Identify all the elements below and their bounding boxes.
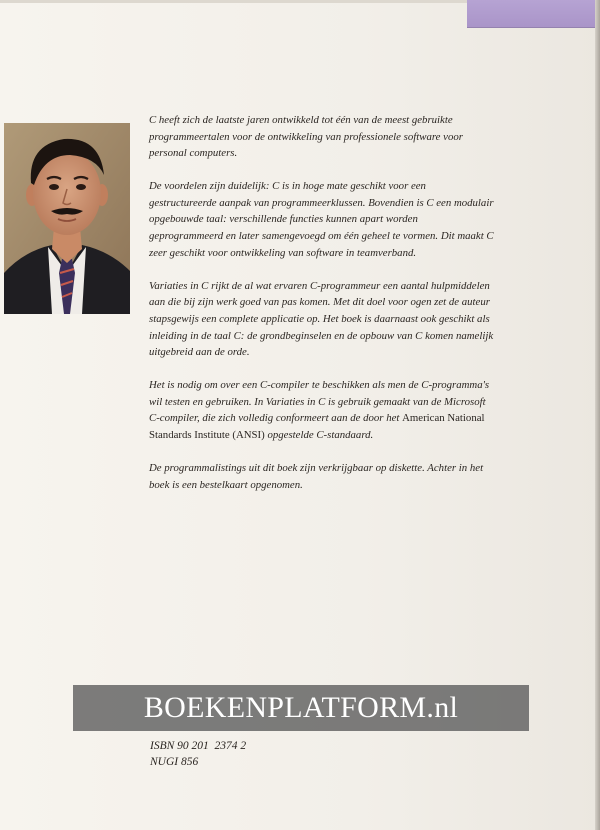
- blurb-paragraph-4: [149, 377, 494, 443]
- blurb-paragraph-3: Variaties in C rijkt de al wat ervaren C-programmeur een aantal hulpmiddelen aan die bij zijn werk goed van pas komen. Met dit doel voor ogen zet de auteur stapsgewijs een complete applicatie op. Het boek is daarnaast ook geschikt als inleiding in de taal C: de grondbeginselen en de opbouw van C komen namelijk uitgebreid aan de orde.: [149, 279, 494, 359]
- watermark-band: [73, 685, 529, 731]
- book-codes: [150, 738, 246, 770]
- watermark-text: BOEKENPLATFORM.nl: [143, 691, 459, 724]
- author-portrait-image: [4, 123, 130, 314]
- back-cover-blurb: [149, 112, 494, 510]
- page-right-edge: [595, 0, 600, 830]
- blurb-paragraph-4-end: opgestelde C-standaard.: [264, 429, 374, 441]
- author-photo: [4, 123, 130, 314]
- lilac-corner-accent: [467, 0, 597, 28]
- blurb-paragraph-4-start: Het is nodig om over een C-compiler te beschikken als men de C-programma's wil testen en gebruiken. In Variaties in C is gebruik gemaakt van de Microsoft C-compiler, die zich volledig conformeert aan de door het: [149, 379, 490, 425]
- isbn-number: ISBN 90 201 2374 2: [150, 740, 247, 752]
- blurb-paragraph-5: De programmalistings uit dit boek zijn verkrijgbaar op diskette. Achter in het boek is een bestelkaart opgenomen.: [149, 462, 484, 491]
- blurb-paragraph-2: De voordelen zijn duidelijk: C is in hoge mate geschikt voor een gestructureerde aanpak van programmeerklussen. Bovendien is C een modulair opgebouwde taal: verschillende functies kunnen apart worden geprogrammeerd en later samengevoegd om één geheel te vormen. Dit maakt C zeer geschikt voor ontwikkeling van software in teamverband.: [149, 180, 494, 259]
- blurb-paragraph-1: C heeft zich de laatste jaren ontwikkeld tot één van de meest gebruikte programmeertalen voor de ontwikkeling van professionele software voor personal computers.: [149, 114, 463, 160]
- ansi-name: American National Standards Institute (ANSI): [149, 412, 485, 441]
- nugi-code: NUGI 856: [150, 756, 199, 768]
